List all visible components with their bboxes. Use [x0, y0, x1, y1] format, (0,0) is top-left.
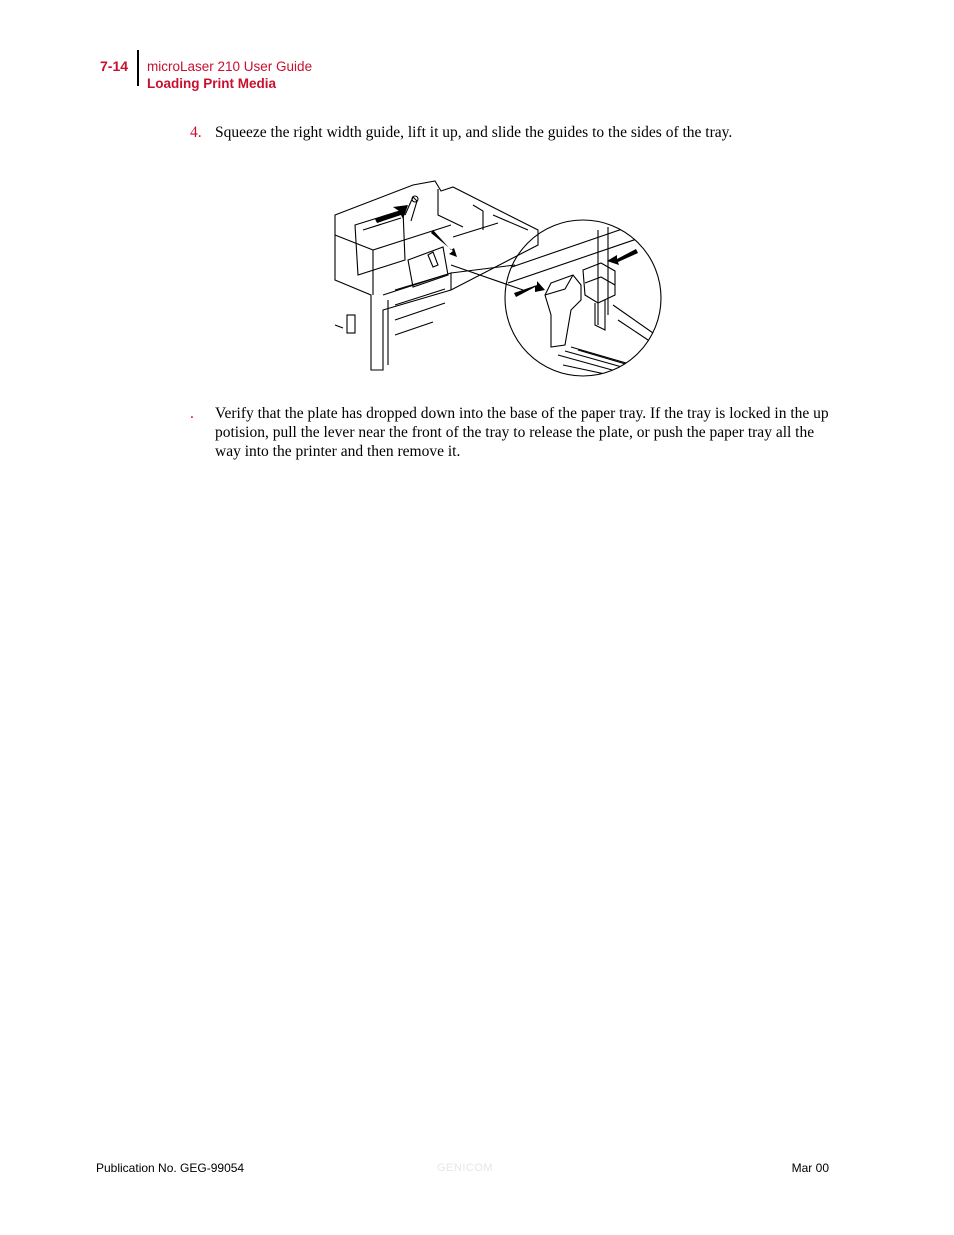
step-4 [190, 123, 830, 142]
publication-date: Mar 00 [791, 1161, 829, 1175]
step-5 [190, 404, 830, 461]
step-text: Verify that the plate has dropped down into the base of the paper tray. If the tray is locked in the up potision, pull the lever near the front of the tray to release the plate, or push the paper tray all the way into the printer and then remove it. [215, 405, 829, 460]
header-divider [137, 50, 139, 86]
paper-tray-illustration [333, 175, 663, 380]
step-text: Squeeze the right width guide, lift it up, and slide the guides to the sides of the tray. [215, 124, 733, 141]
guide-title: microLaser 210 User Guide [147, 59, 313, 74]
step-number: . [190, 405, 194, 422]
publication-number: Publication No. GEG-99054 [96, 1161, 245, 1175]
step-number: 4. [190, 124, 202, 141]
page-number: 7-14 [100, 58, 129, 74]
section-title: Loading Print Media [147, 76, 277, 91]
brand-watermark: GENICOM [437, 1162, 494, 1174]
